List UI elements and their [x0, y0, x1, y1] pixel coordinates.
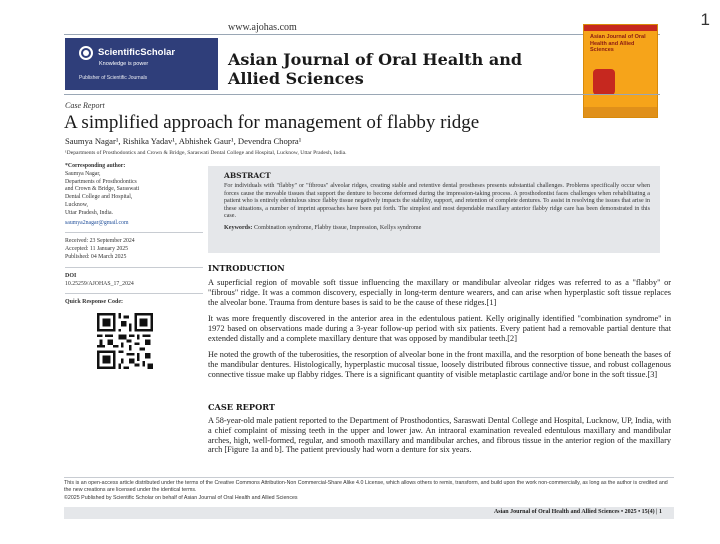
received-date: Received: 23 September 2024: [65, 238, 135, 245]
footer-citation: Asian Journal of Oral Health and Allied Sciences • 2025 • 15(4) | 1: [493, 509, 662, 515]
publisher-subtitle: Publisher of Scientific Journals: [79, 75, 148, 81]
accepted-date: Accepted: 11 January 2025: [65, 246, 129, 253]
cover-emblem-icon: [593, 69, 615, 95]
article-title: A simplified approach for management of flabby ridge: [64, 112, 480, 133]
sidebar-divider: [65, 293, 203, 294]
author-email-link[interactable]: saumya2nagar@gmail.com: [65, 219, 129, 226]
footer-rule: [64, 477, 674, 478]
article-type: Case Report: [65, 101, 105, 110]
intro-paragraph: A superficial region of movable soft tissue influencing the maxillary or mandibular alveolar ridges was referred to as a "flabby" or "fibrous" ridge. It was a common discovery, especially in long-term denture wearers, and can arise when hyperplastic soft tissue replaces the alveolar bone. Trauma from denture bases is said to be the cause of these ridges.[1]: [208, 278, 671, 307]
journal-cover-image: [583, 24, 658, 118]
cover-band: [584, 25, 657, 31]
cover-title: Asian Journal of Oral Health and Allied Sciences: [590, 34, 646, 53]
copyright-text: ©2025 Published by Scientific Scholar on behalf of Asian Journal of Oral Health and Allied Sciences: [64, 494, 298, 501]
keywords-label: Keywords:: [224, 224, 253, 231]
publisher-logo-box: [65, 38, 218, 90]
abstract-text: For individuals with "flabby" or "fibrous" alveolar ridges, creating stable and retentive dental prostheses presents substantial challenges. Problems specifically occur when forces cause the movable tissues that support the denture to become deformed during the impression-taking process. A prosthodontist faces challenges when rehabilitating a patient who is entirely edentulous since flabby tissue negatively impacts the stability, support, and retention of complete dentures. To assist in resolving the issues that arise in these situations, a number of imprint approaches have been put forth. The simplest and most dependable maxillary anterior flabby ridge care has been demonstrated in this case.: [224, 183, 650, 220]
license-text: This is an open-access article distributed under the terms of the Creative Commons Attribution-Non Commercial-Share Alike 4.0 License, which allows others to remix, transform, and build upon the work non-commercially, as long as the author is credited and the new creations are licensed under the identical terms.: [64, 480, 668, 494]
corresponding-author-label: *Corresponding author:: [65, 163, 126, 169]
publisher-name: ScientificScholar: [98, 47, 176, 58]
header-bottom-rule: [64, 94, 660, 95]
sidebar-divider: [65, 267, 203, 268]
abstract-heading: ABSTRACT: [224, 171, 271, 180]
journal-url[interactable]: www.ajohas.com: [228, 22, 297, 33]
abstract-box: [208, 166, 660, 253]
corr-line: and Crown & Bridge, Saraswati: [65, 186, 140, 193]
header-top-rule: [64, 34, 660, 35]
publisher-tagline: Knowledge is power: [99, 61, 149, 67]
journal-title: Asian Journal of Oral Health and Allied Sciences: [228, 50, 523, 88]
publisher-logo: [79, 46, 218, 60]
author-list: Saumya Nagar¹, Rishika Yadav¹, Abhishek Gaur¹, Devendra Chopra¹: [65, 136, 302, 146]
author-affiliation: ¹Departments of Prosthodontics and Crown & Bridge, Saraswati Dental College and Hospital, Lucknow, Uttar Pradesh, India.: [65, 150, 347, 156]
footer-citation-bar: [64, 507, 674, 519]
page-number-badge: 1: [700, 10, 710, 29]
article-dates: [65, 238, 203, 261]
doi-label: DOI: [65, 272, 77, 279]
corr-line: Uttar Pradesh, India.: [65, 209, 113, 216]
intro-paragraph: It was more frequently discovered in the anterior area in the edentulous patient. Kelly originally identified "combination syndrome" in 1972 based on observations made during a 3-year follow-up period with six patients. Every patient had a removable partial denture that extended distally and a complete maxillary denture that was opposed by mandibular teeth.[2]: [208, 314, 671, 343]
case-paragraph: A 58-year-old male patient reported to the Department of Prosthodontics, Saraswati Dental College and Hospital, Lucknow, UP, India, with a chief complaint of missing teeth in the upper and lower jaw. An intraoral examination revealed edentulous maxillary and mandibular arches, high, well-formed, regular, and smooth maxillary and mandibular arches, and fibrous tissue in the anterior region of the maxillary arch [Figure 1a and b]. The patient previously had worn a denture for six years.: [208, 416, 671, 455]
corr-line: Saumya Nagar,: [65, 170, 101, 177]
keywords-list: Combination syndrome, Flabby tissue, Impression, Kellys syndrome: [253, 224, 422, 231]
qr-code-image[interactable]: [97, 313, 153, 369]
keywords: [224, 225, 650, 231]
article-info-sidebar: [65, 163, 203, 373]
sidebar-divider: [65, 232, 203, 233]
cover-footer-band: [584, 107, 657, 117]
corr-line: Lucknow,: [65, 201, 88, 208]
introduction-heading: INTRODUCTION: [208, 263, 285, 273]
published-date: Published: 04 March 2025: [65, 253, 127, 260]
qr-code-label: Quick Response Code:: [65, 299, 124, 306]
corr-line: Departments of Prosthodontics: [65, 178, 137, 185]
doi-link[interactable]: 10.25259/AJOHAS_17_2024: [65, 280, 134, 287]
intro-paragraph: He noted the growth of the tuberosities, the resorption of alveolar bone in the front maxilla, and the resorption of bone beneath the bases of the mandibular dentures. Histologically, hyperplastic mucosal tissue, loosely distributed fibrous connective tissue, and robust collagenous connective tissue make up flabby ridges. There is a significant quantity of visible metaplastic cartilage and/or bone in the soft tissue.[3]: [208, 350, 671, 379]
corr-line: Dental College and Hospital,: [65, 194, 133, 201]
license-note: [64, 480, 676, 502]
case-report-heading: CASE REPORT: [208, 402, 275, 412]
publisher-mark-icon: [79, 46, 93, 60]
